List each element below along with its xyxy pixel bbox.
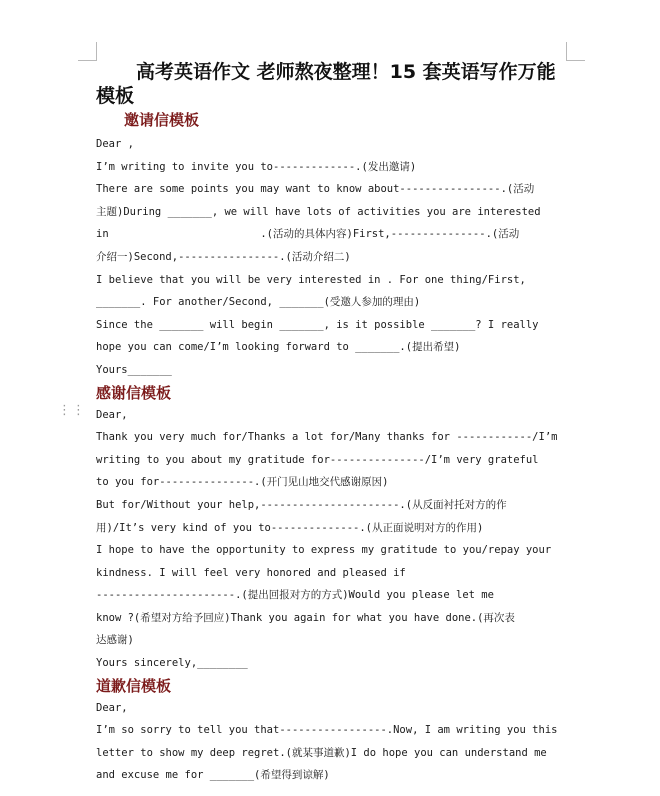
text-line: Yours_______ (96, 363, 172, 376)
section-heading-invitation: 邀请信模板 (124, 111, 200, 129)
text-line: I hope to have the opportunity to express my gratitude to you/repay your (96, 544, 552, 557)
text-line: There are some points you may want to know about----------------.(活动 (96, 183, 535, 196)
text-line: hope you can come/I’m looking forward to _______.(提出希望) (96, 341, 461, 354)
text-line: 介绍一)Second,----------------.(活动介绍二) (96, 250, 351, 263)
document-title: 高考英语作文 老师熬夜整理！15 套英语写作万能模板 (96, 61, 556, 107)
text-line: Dear, (96, 408, 128, 421)
text-line: Dear , (96, 138, 134, 150)
text-line: ----------------------.(提出回报对方的方式)Would you please let me (96, 589, 494, 602)
text-line: in .(活动的具体内容)First,---------------.(活动 (96, 228, 520, 241)
text-line: kindness. I will feel very honored and pleased if (96, 566, 406, 579)
text-line: I’m so sorry to tell you that-----------------.Now, I am writing you this (96, 724, 558, 737)
text-line: 主题)During _______, we will have lots of activities you are interested (96, 205, 541, 218)
drag-handle-icon[interactable]: ⋮⋮ (58, 403, 86, 418)
section-heading-thanks: 感谢信模板 (96, 383, 172, 402)
document-body (96, 60, 566, 787)
text-line: I believe that you will be very interested in . For one thing/First, (96, 273, 526, 286)
text-line: and excuse me for _______(希望得到谅解) (96, 769, 330, 782)
text-line: to you for---------------.(开门见山地交代感谢原因) (96, 476, 389, 489)
text-line: 达感谢) (96, 634, 134, 647)
text-line: 用)/It’s very kind of you to--------------.(从正面说明对方的作用) (96, 521, 484, 534)
text-line: writing to you about my gratitude for---------------/I’m very grateful (96, 453, 539, 466)
text-line: letter to show my deep regret.(就某事道歉)I do hope you can understand me (96, 746, 547, 759)
text-line: But for/Without your help,----------------------.(从反面衬托对方的作 (96, 498, 507, 511)
text-line: Since the _______ will begin _______, is it possible _______? I really (96, 318, 539, 331)
section-heading-apology: 道歉信模板 (96, 676, 172, 695)
text-line: know ?(希望对方给予回应)Thank you again for what you have done.(再次表 (96, 611, 515, 624)
text-line: Thank you very much for/Thanks a lot for/Many thanks for ------------/I’m (96, 431, 558, 444)
text-line: Dear, (96, 701, 128, 714)
text-line: _______. For another/Second, _______(受邀人参加的理由) (96, 296, 421, 309)
page-margin-marker-top-left (78, 42, 97, 61)
text-line: I’m writing to invite you to-------------.(发出邀请) (96, 160, 417, 173)
text-line: Yours sincerely,________ (96, 657, 248, 670)
page-margin-marker-top-right (566, 42, 585, 61)
